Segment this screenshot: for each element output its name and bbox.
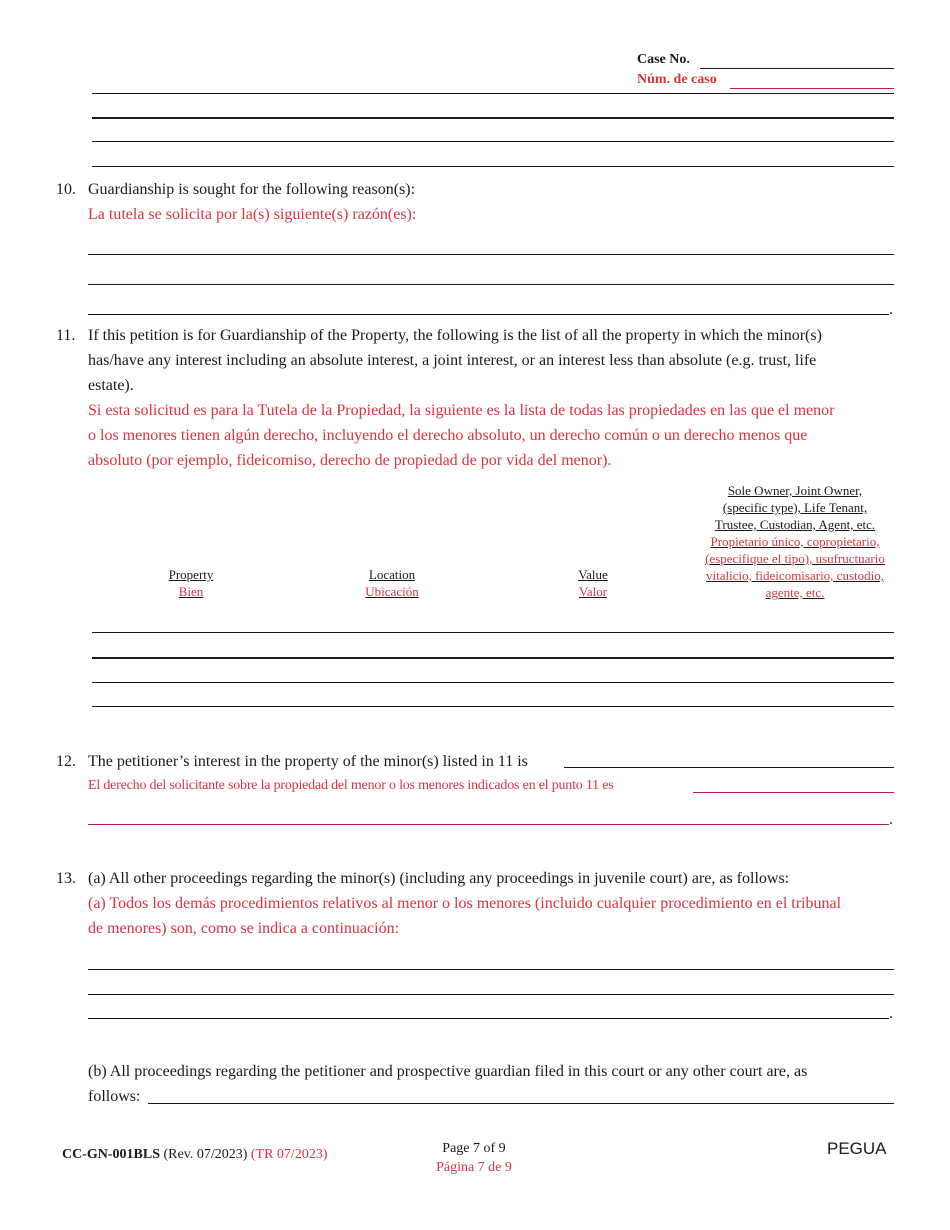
col-header-label: (specific type), Life Tenant, <box>722 500 868 515</box>
item-13a-text-es-line: (a) Todos los demás procedimientos relativos al menor o los menores (incluido cualquier procedimiento en el tribunal <box>88 895 842 912</box>
case-no-label-es: Núm. de caso <box>637 72 717 87</box>
petitioner-proceedings-field[interactable] <box>148 1103 894 1104</box>
blank-line[interactable] <box>92 141 894 142</box>
case-no-field-es[interactable] <box>730 88 894 89</box>
property-row-line[interactable] <box>92 682 894 683</box>
proceedings-line[interactable] <box>88 1018 889 1019</box>
col-header-label: Value <box>578 567 608 582</box>
col-header-label-es: Ubicación <box>365 584 419 599</box>
proceedings-line[interactable] <box>88 969 894 970</box>
proceedings-line[interactable] <box>88 994 894 995</box>
item-13a-text-es-line: de menores) son, como se indica a continuación: <box>88 920 400 937</box>
item-10-text-es: La tutela se solicita por la(s) siguiente(s) razón(es): <box>88 206 417 223</box>
col-header-owner <box>690 482 900 601</box>
reason-line[interactable] <box>88 314 889 315</box>
item-11-text-line: has/have any interest including an absolute interest, a joint interest, or an interest less than absolute (e.g. trust, life <box>88 352 817 369</box>
col-header-label-es: Valor <box>578 584 608 599</box>
form-tr: (TR 07/2023) <box>250 1147 328 1162</box>
form-rev: (Rev. 07/2023) <box>163 1147 248 1162</box>
end-period: . <box>889 811 893 828</box>
reason-line[interactable] <box>88 284 894 285</box>
property-row-line[interactable] <box>92 657 894 659</box>
col-header-label-es: agente, etc. <box>765 585 825 600</box>
item-12-number: 12. <box>56 753 76 770</box>
col-header-label: Location <box>368 567 416 582</box>
item-13-number: 13. <box>56 870 76 887</box>
col-header-value <box>553 566 633 600</box>
col-header-label-es: Bien <box>178 584 204 599</box>
property-row-line[interactable] <box>92 706 894 707</box>
col-header-label: Sole Owner, Joint Owner, <box>727 483 863 498</box>
blank-line[interactable] <box>92 166 894 167</box>
blank-line[interactable] <box>92 93 894 94</box>
interest-field[interactable] <box>564 767 894 768</box>
item-11-text-line: estate). <box>88 377 134 394</box>
form-id-block <box>62 1147 327 1163</box>
case-no-field[interactable] <box>700 68 894 69</box>
col-header-label-es: Propietario único, copropietario, <box>710 534 880 549</box>
col-header-label-es: vitalicio, fideicomisario, custodio, <box>706 568 884 583</box>
blank-line[interactable] <box>92 117 894 119</box>
form-id: CC-GN-001BLS <box>62 1147 161 1162</box>
end-period: . <box>889 1005 893 1022</box>
end-period: . <box>889 301 893 318</box>
reason-line[interactable] <box>88 254 894 255</box>
interest-line-es[interactable] <box>88 824 889 825</box>
brand-label: PEGUA <box>827 1139 887 1158</box>
item-12-text: The petitioner’s interest in the property of the minor(s) listed in 11 is <box>88 753 528 770</box>
item-11-text-es-line: Si esta solicitud es para la Tutela de la Propiedad, la siguiente es la lista de todas las propiedades en las que el menor <box>88 402 835 419</box>
item-10-number: 10. <box>56 181 76 198</box>
item-13b-text-line: follows: <box>88 1088 141 1105</box>
col-header-label: Property <box>168 567 214 582</box>
item-13a-text: (a) All other proceedings regarding the minor(s) (including any proceedings in juvenile court) are, as follows: <box>88 870 790 887</box>
page-number: Page 7 of 9 <box>442 1141 506 1156</box>
item-13b-text-line: (b) All proceedings regarding the petitioner and prospective guardian filed in this court or any other court are, as <box>88 1063 808 1080</box>
col-header-label: Trustee, Custodian, Agent, etc. <box>714 517 876 532</box>
item-11-number: 11. <box>56 327 76 344</box>
item-10-text: Guardianship is sought for the following reason(s): <box>88 181 416 198</box>
case-no-label: Case No. <box>637 52 690 67</box>
item-11-text-line: If this petition is for Guardianship of the Property, the following is the list of all the property in which the minor(s) <box>88 327 822 344</box>
item-12-text-es: El derecho del solicitante sobre la propiedad del menor o los menores indicados en el punto 11 es <box>88 778 614 793</box>
col-header-label-es: (especifique el tipo), usufructuario <box>705 551 885 566</box>
col-header-location <box>332 566 452 600</box>
item-11-text-es-line: absoluto (por ejemplo, fideicomiso, derecho de propiedad de por vida del menor). <box>88 452 612 469</box>
col-header-property <box>141 566 241 600</box>
property-row-line[interactable] <box>92 632 894 633</box>
interest-field-es[interactable] <box>693 792 894 793</box>
item-11-text-es-line: o los menores tienen algún derecho, incluyendo el derecho absoluto, un derecho común o un derecho menos que <box>88 427 808 444</box>
page-number-es: Página 7 de 9 <box>436 1160 512 1175</box>
